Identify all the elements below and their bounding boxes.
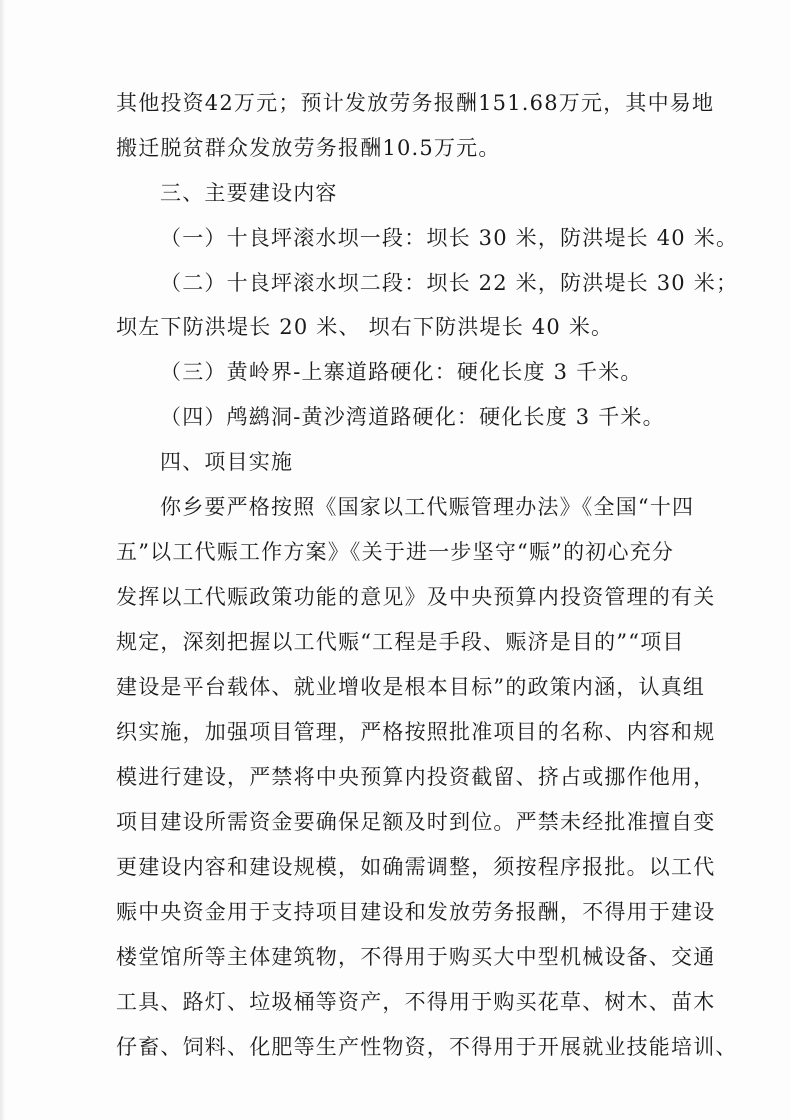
section-heading: 四、项目实施 xyxy=(160,450,294,474)
paragraph-line: 模进行建设，严禁将中央预算内投资截留、挤占或挪作他用， xyxy=(116,765,716,789)
paragraph-line: 发挥以工代赈政策功能的意见》及中央预算内投资管理的有关 xyxy=(116,585,716,609)
list-item-continuation: 坝左下防洪堤长 20 米、 坝右下防洪堤长 40 米。 xyxy=(116,315,614,339)
section-heading: 三、主要建设内容 xyxy=(160,181,338,205)
paragraph-line: 规定，深刻把握以工代赈“工程是手段、赈济是目的”“项目 xyxy=(116,630,685,654)
paragraph-line: 织实施，加强项目管理，严格按照批准项目的名称、内容和规 xyxy=(116,720,716,744)
list-item: （二）十良坪滚水坝二段：坝长 22 米，防洪堤长 30 米； xyxy=(160,271,739,295)
paragraph-line: 五”以工代赈工作方案》《关于进一步坚守“赈”的初心充分 xyxy=(116,540,675,564)
paragraph-line: 你乡要严格按照《国家以工代赈管理办法》《全国“十四 xyxy=(160,495,695,519)
paragraph-line: 更建设内容和建设规模，如确需调整，须按程序报批。以工代 xyxy=(116,855,716,879)
text-line: 其他投资42万元；预计发放劳务报酬151.68万元，其中易地 xyxy=(116,91,715,115)
text-line: 搬迁脱贫群众发放劳务报酬10.5万元。 xyxy=(116,136,501,160)
list-item: （一）十良坪滚水坝一段：坝长 30 米，防洪堤长 40 米。 xyxy=(160,226,739,250)
paragraph-line: 仔畜、饲料、化肥等生产性物资，不得用于开展就业技能培训、 xyxy=(116,1035,738,1059)
paragraph-line: 项目建设所需资金要确保足额及时到位。严禁未经批准擅自变 xyxy=(116,810,716,834)
list-item: （三）黄岭界-上寨道路硬化：硬化长度 3 千米。 xyxy=(160,360,643,384)
scan-edge-shadow xyxy=(0,0,6,1120)
list-item: （四）鸬鹚洞-黄沙湾道路硬化：硬化长度 3 千米。 xyxy=(160,405,665,429)
paragraph-line: 工具、路灯、垃圾桶等资产，不得用于购买花草、树木、苗木 xyxy=(116,990,716,1014)
paragraph-line: 楼堂馆所等主体建筑物，不得用于购买大中型机械设备、交通 xyxy=(116,945,716,969)
paragraph-line: 赈中央资金用于支持项目建设和发放劳务报酬，不得用于建设 xyxy=(116,900,716,924)
paragraph-line: 建设是平台载体、就业增收是根本目标”的政策内涵，认真组 xyxy=(116,675,706,699)
